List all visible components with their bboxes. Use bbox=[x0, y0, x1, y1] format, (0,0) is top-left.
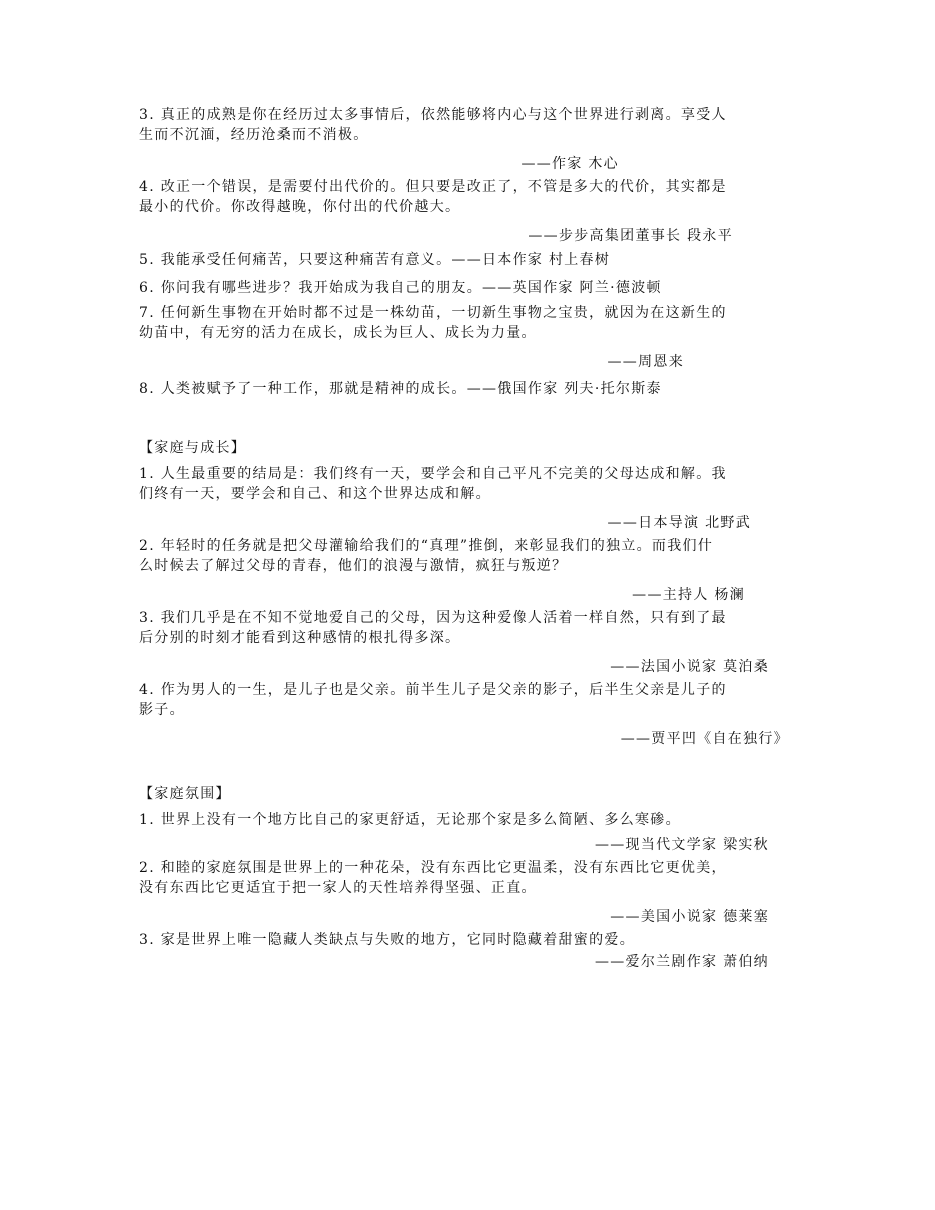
quote-line: 1. 世界上没有一个地方比自己的家更舒适，无论那个家是多么简陋、多么寒碜。 bbox=[139, 812, 681, 828]
quote-line: 3. 家是世界上唯一隐藏人类缺点与失败的地方，它同时隐藏着甜蜜的爱。 bbox=[139, 932, 636, 948]
quote-line: 4. 作为男人的一生，是儿子也是父亲。前半生儿子是父亲的影子，后半生父亲是儿子的 bbox=[139, 682, 727, 698]
document-page bbox=[139, 105, 789, 975]
section-quotes-growth bbox=[139, 105, 789, 399]
quote-attribution: ——贾平凹《自在独行》 bbox=[620, 731, 789, 747]
quote-line: 生而不沉湎，经历沧桑而不消极。 bbox=[139, 127, 369, 143]
quote-6 bbox=[139, 278, 789, 298]
quote-line: 8. 人类被赋予了一种工作，那就是精神的成长。——俄国作家 列夫·托尔斯泰 bbox=[139, 381, 662, 397]
quote-attribution: ——步步高集团董事长 段永平 bbox=[528, 228, 733, 244]
quote-attribution: ——现当代文学家 梁实秋 bbox=[594, 837, 769, 853]
section-heading: 【家庭氛围】 bbox=[139, 786, 231, 802]
quote-attribution: ——美国小说家 德莱塞 bbox=[610, 909, 769, 925]
quote-line: 没有东西比它更适宜于把一家人的天性培养得坚强、正直。 bbox=[139, 880, 537, 896]
quote-line: 最小的代价。你改得越晚，你付出的代价越大。 bbox=[139, 199, 461, 215]
quote-4 bbox=[139, 177, 789, 246]
quote-2 bbox=[139, 536, 789, 605]
quote-attribution: ——日本导演 北野武 bbox=[607, 515, 751, 531]
quote-attribution: ——周恩来 bbox=[607, 354, 684, 370]
quote-1 bbox=[139, 464, 789, 533]
section-family-atmosphere bbox=[139, 784, 789, 972]
quote-5 bbox=[139, 250, 789, 270]
quote-line: 7. 任何新生事物在开始时都不过是一株幼苗，一切新生事物之宝贵，就因为在这新生的 bbox=[139, 305, 727, 321]
quote-line: 后分别的时刻才能看到这种感情的根扎得多深。 bbox=[139, 630, 461, 646]
quote-line: 3. 我们几乎是在不知不觉地爱自己的父母，因为这种爱像人活着一样自然，只有到了最 bbox=[139, 610, 727, 626]
quote-line: 2. 和睦的家庭氛围是世界上的一种花朵，没有东西比它更温柔，没有东西比它更优美， bbox=[139, 860, 727, 876]
quote-8 bbox=[139, 379, 789, 399]
quote-line: 幼苗中，有无穷的活力在成长，成长为巨人、成长为力量。 bbox=[139, 325, 537, 341]
quote-line: 3. 真正的成熟是你在经历过太多事情后，依然能够将内心与这个世界进行剥离。享受人 bbox=[139, 107, 727, 123]
quote-4 bbox=[139, 680, 789, 749]
quote-line: 影子。 bbox=[139, 702, 185, 718]
quote-attribution: ——法国小说家 莫泊桑 bbox=[610, 659, 769, 675]
quote-3 bbox=[139, 930, 789, 972]
quote-line: 4. 改正一个错误，是需要付出代价的。但只要是改正了，不管是多大的代价，其实都是 bbox=[139, 179, 727, 195]
quote-attribution: ——爱尔兰剧作家 萧伯纳 bbox=[594, 954, 769, 970]
quote-line: 2. 年轻时的任务就是把父母灌输给我们的“真理”推倒，来彰显我们的独立。而我们什 bbox=[139, 538, 714, 554]
quote-7 bbox=[139, 303, 789, 372]
quote-line: 们终有一天，要学会和自己、和这个世界达成和解。 bbox=[139, 486, 491, 502]
quote-3 bbox=[139, 105, 789, 174]
quote-line: 1. 人生最重要的结局是：我们终有一天，要学会和自己平凡不完美的父母达成和解。我 bbox=[139, 466, 727, 482]
quote-line: 6. 你问我有哪些进步？我开始成为我自己的朋友。——英国作家 阿兰·德波顿 bbox=[139, 280, 662, 296]
quote-line: 5. 我能承受任何痛苦，只要这种痛苦有意义。——日本作家 村上春树 bbox=[139, 252, 611, 268]
section-heading: 【家庭与成长】 bbox=[139, 440, 247, 456]
quote-1 bbox=[139, 810, 789, 855]
quote-attribution: ——作家 木心 bbox=[521, 156, 619, 172]
quote-3 bbox=[139, 608, 789, 677]
quote-line: 么时候去了解过父母的青春，他们的浪漫与激情，疯狂与叛逆？ bbox=[139, 558, 568, 574]
quote-2 bbox=[139, 858, 789, 927]
section-family-growth bbox=[139, 438, 789, 749]
quote-attribution: ——主持人 杨澜 bbox=[632, 587, 745, 603]
